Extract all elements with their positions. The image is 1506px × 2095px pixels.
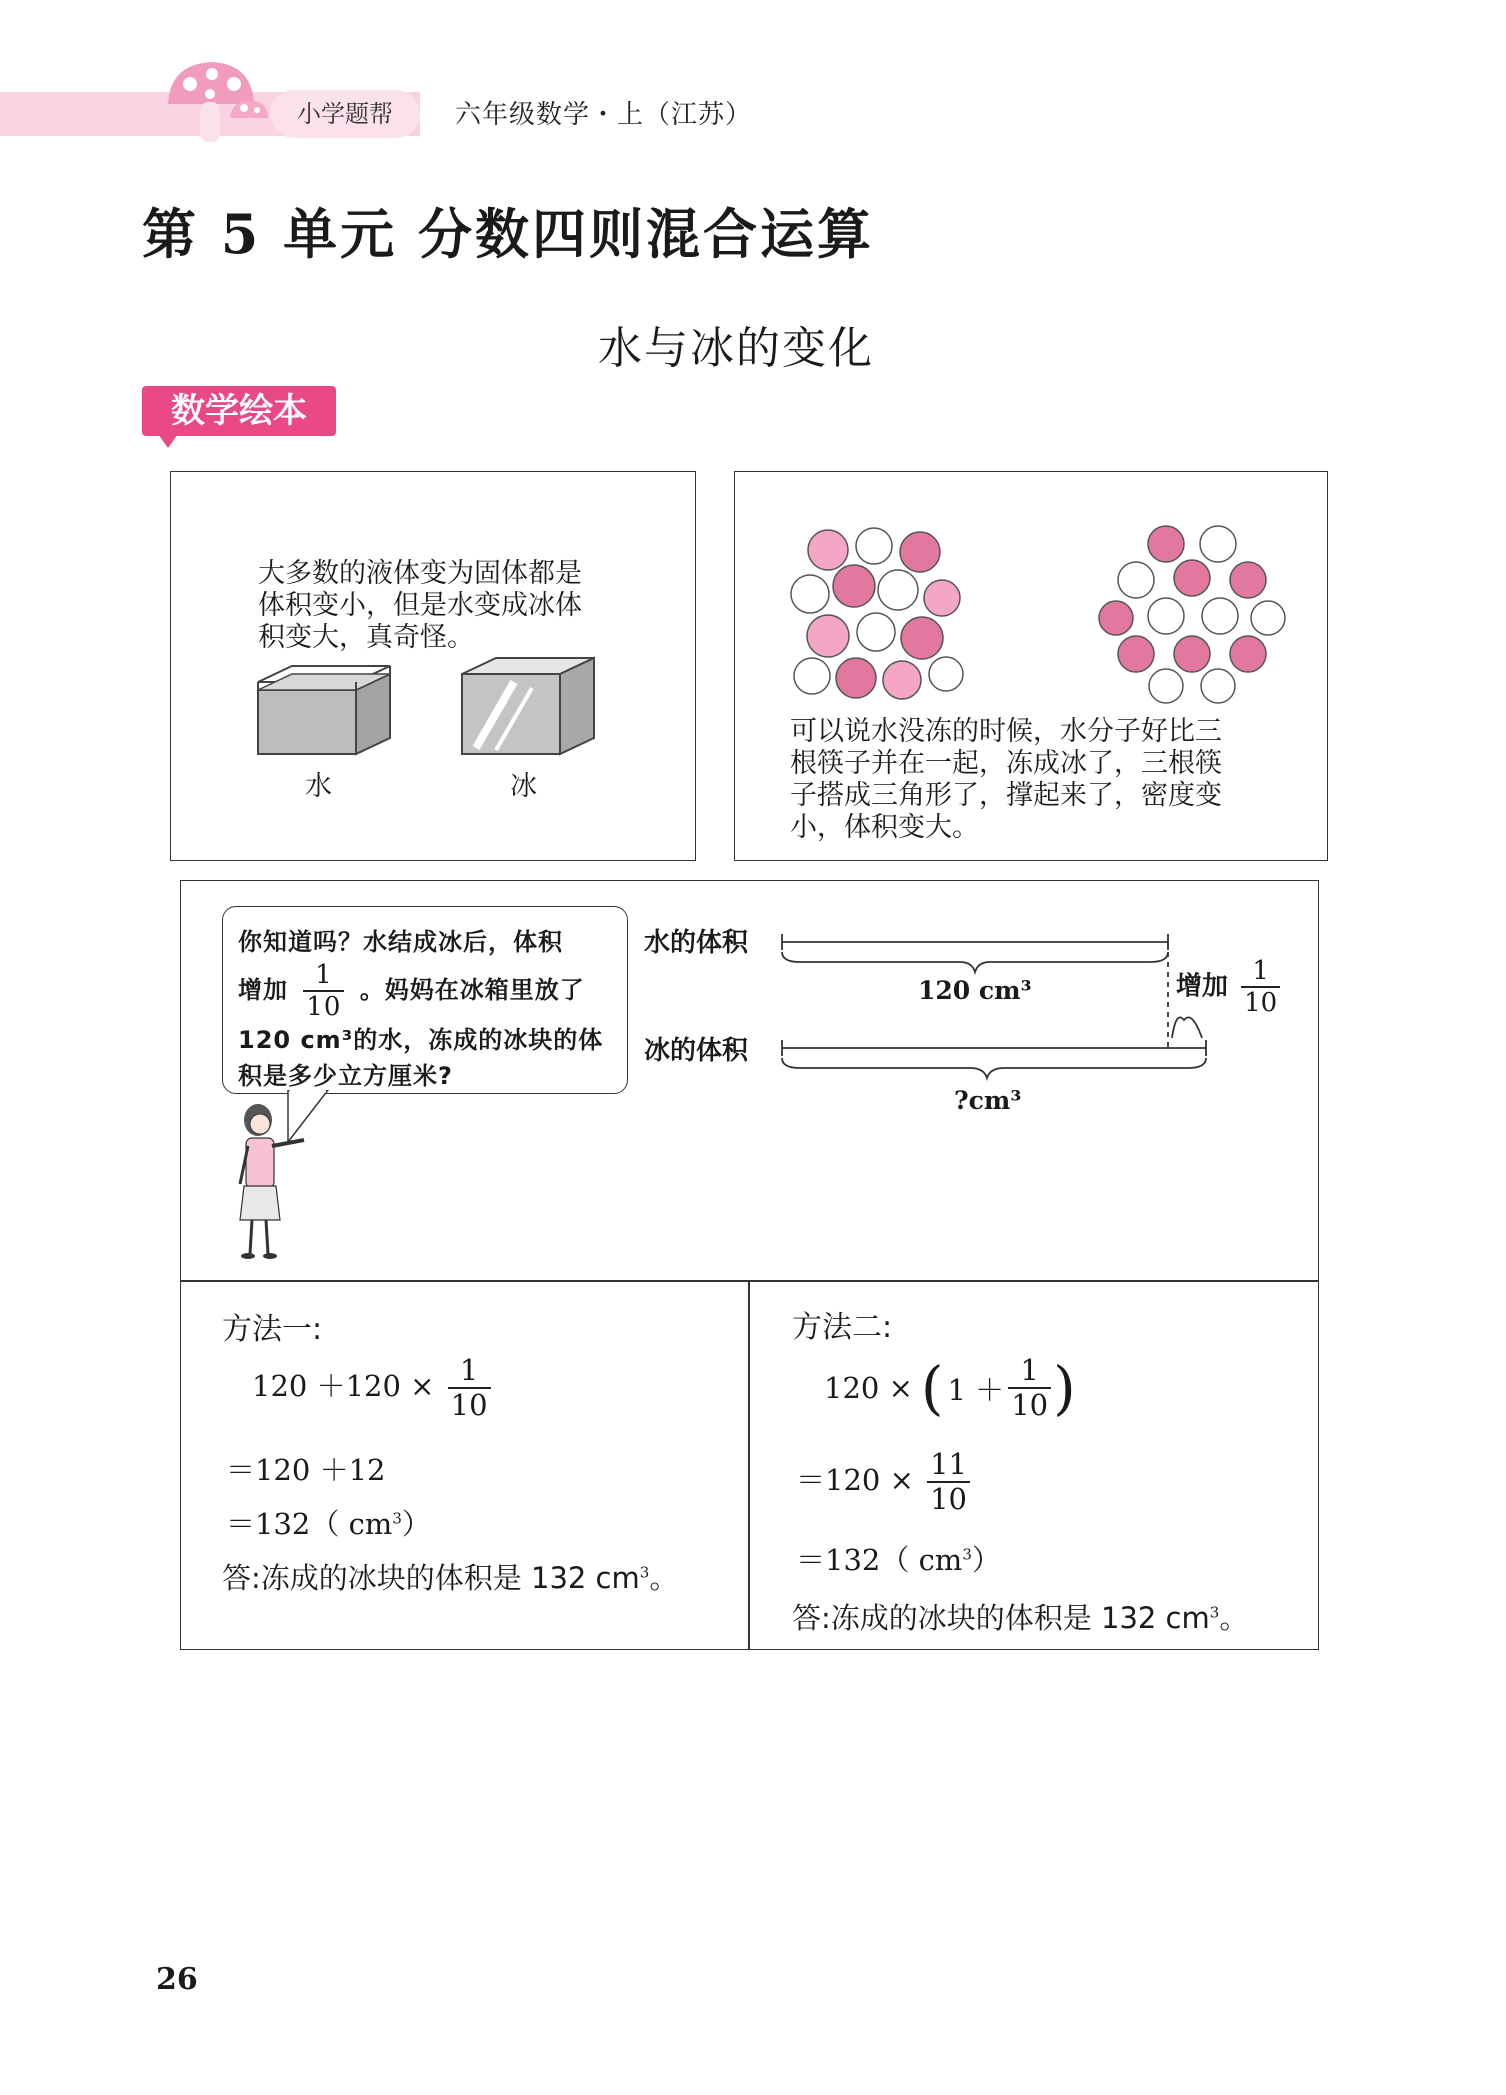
left-paren: (	[920, 1354, 944, 1422]
method1-answer	[222, 1556, 678, 1597]
method2-step3-close: ）	[971, 1543, 1001, 1577]
superscript: 3	[639, 1563, 650, 1582]
method2-expression	[824, 1353, 1076, 1422]
method2-step2-text: ＝120 ×	[796, 1463, 914, 1497]
intro-left-line: 体积变小，但是水变成冰体	[258, 590, 582, 621]
method1-answer-end: 。	[649, 1561, 679, 1595]
ice-molecules-illustration	[1096, 520, 1288, 706]
water-volume-label: 水的体积	[644, 928, 749, 958]
method1-step2: ＝120 ＋12	[226, 1453, 386, 1487]
method1-expression	[252, 1353, 491, 1422]
segment-diagram	[770, 920, 1230, 1092]
method2-step2-num: 11	[927, 1450, 970, 1483]
method2-frac-den: 10	[1011, 1388, 1049, 1422]
increase-frac-num: 1	[1241, 958, 1280, 988]
method2-expr-text: 120 ×	[824, 1371, 913, 1405]
superscript: 3	[962, 1545, 972, 1564]
lesson-title: 水与冰的变化	[598, 323, 874, 374]
method2-frac-num: 1	[1008, 1356, 1051, 1389]
method1-step3-close: ）	[401, 1507, 431, 1541]
superscript: 3	[1209, 1603, 1220, 1622]
series-label: 小学题帮	[270, 90, 420, 138]
increase-label	[1176, 958, 1280, 1016]
method1-step3	[226, 1502, 431, 1543]
ice-value: ?cm³	[954, 1086, 1022, 1115]
speech-line-fraction	[238, 962, 585, 1020]
intro-text-right	[790, 716, 1270, 844]
speech-line: 120 cm³的水，冻成的冰块的体	[238, 1026, 604, 1054]
divider-horizontal	[180, 1280, 1319, 1282]
method2-answer-end: 。	[1219, 1601, 1249, 1635]
mother-figure-illustration	[230, 1100, 310, 1262]
method2-answer	[792, 1596, 1248, 1637]
method2-step2-den: 10	[930, 1482, 967, 1516]
water-box-illustration	[252, 652, 402, 762]
method1-expr-text: 120 ＋120 ×	[252, 1369, 435, 1403]
intro-panel-left	[170, 471, 696, 861]
water-molecules-illustration	[788, 520, 970, 706]
ice-volume-label: 冰的体积	[644, 1036, 749, 1066]
method2-answer-text: 答:冻成的冰块的体积是 132 cm	[792, 1601, 1210, 1635]
speech-text: 。妈妈在冰箱里放了	[359, 976, 585, 1004]
method2-title: 方法二:	[792, 1310, 893, 1345]
intro-left-line: 积变大，真奇怪。	[258, 622, 474, 653]
intro-left-line: 大多数的液体变为固体都是	[258, 558, 582, 589]
method1-frac-num: 1	[448, 1356, 491, 1389]
divider-vertical	[748, 1280, 750, 1650]
speech-line: 你知道吗？水结成冰后，体积	[238, 928, 563, 956]
method2-expr-inner: 1 ＋	[947, 1372, 1005, 1407]
intro-right-line: 子搭成三角形了，撑起来了，密度变	[790, 780, 1222, 811]
speech-frac-den: 10	[306, 992, 342, 1022]
speech-line: 积是多少立方厘米?	[238, 1062, 453, 1090]
intro-right-line: 可以说水没冻的时候，水分子好比三	[790, 716, 1222, 747]
method1-step3-text: ＝132（ cm	[226, 1507, 393, 1541]
method2-step3-text: ＝132（ cm	[796, 1543, 963, 1577]
water-value: 120 cm³	[918, 976, 1032, 1005]
section-tag-tail	[158, 434, 178, 448]
grade-label: 六年级数学・上（江苏）	[455, 100, 753, 130]
method1-title: 方法一:	[222, 1312, 323, 1347]
method1-frac-den: 10	[450, 1388, 488, 1422]
caption-water: 水	[305, 771, 332, 802]
increase-frac-den: 10	[1244, 988, 1278, 1018]
speech-text: 增加	[238, 976, 288, 1004]
speech-frac-num: 1	[303, 962, 344, 992]
method2-step2	[796, 1447, 970, 1516]
right-paren: )	[1053, 1354, 1076, 1422]
page-number: 26	[156, 1962, 198, 1997]
unit-number: 第 5 单元	[142, 202, 398, 266]
unit-name: 分数四则混合运算	[418, 202, 874, 266]
intro-right-line: 根筷子并在一起，冻成冰了，三根筷	[790, 748, 1222, 779]
caption-ice: 冰	[510, 771, 537, 802]
method2-step3	[796, 1538, 1001, 1579]
method1-answer-text: 答:冻成的冰块的体积是 132 cm	[222, 1561, 640, 1595]
superscript: 3	[392, 1509, 402, 1528]
intro-text-left	[258, 558, 618, 654]
section-tag: 数学绘本	[142, 386, 336, 436]
mushroom-icon	[160, 56, 270, 146]
ice-box-illustration	[456, 652, 606, 762]
intro-right-line: 小，体积变大。	[790, 812, 979, 843]
increase-text: 增加	[1176, 971, 1229, 1002]
